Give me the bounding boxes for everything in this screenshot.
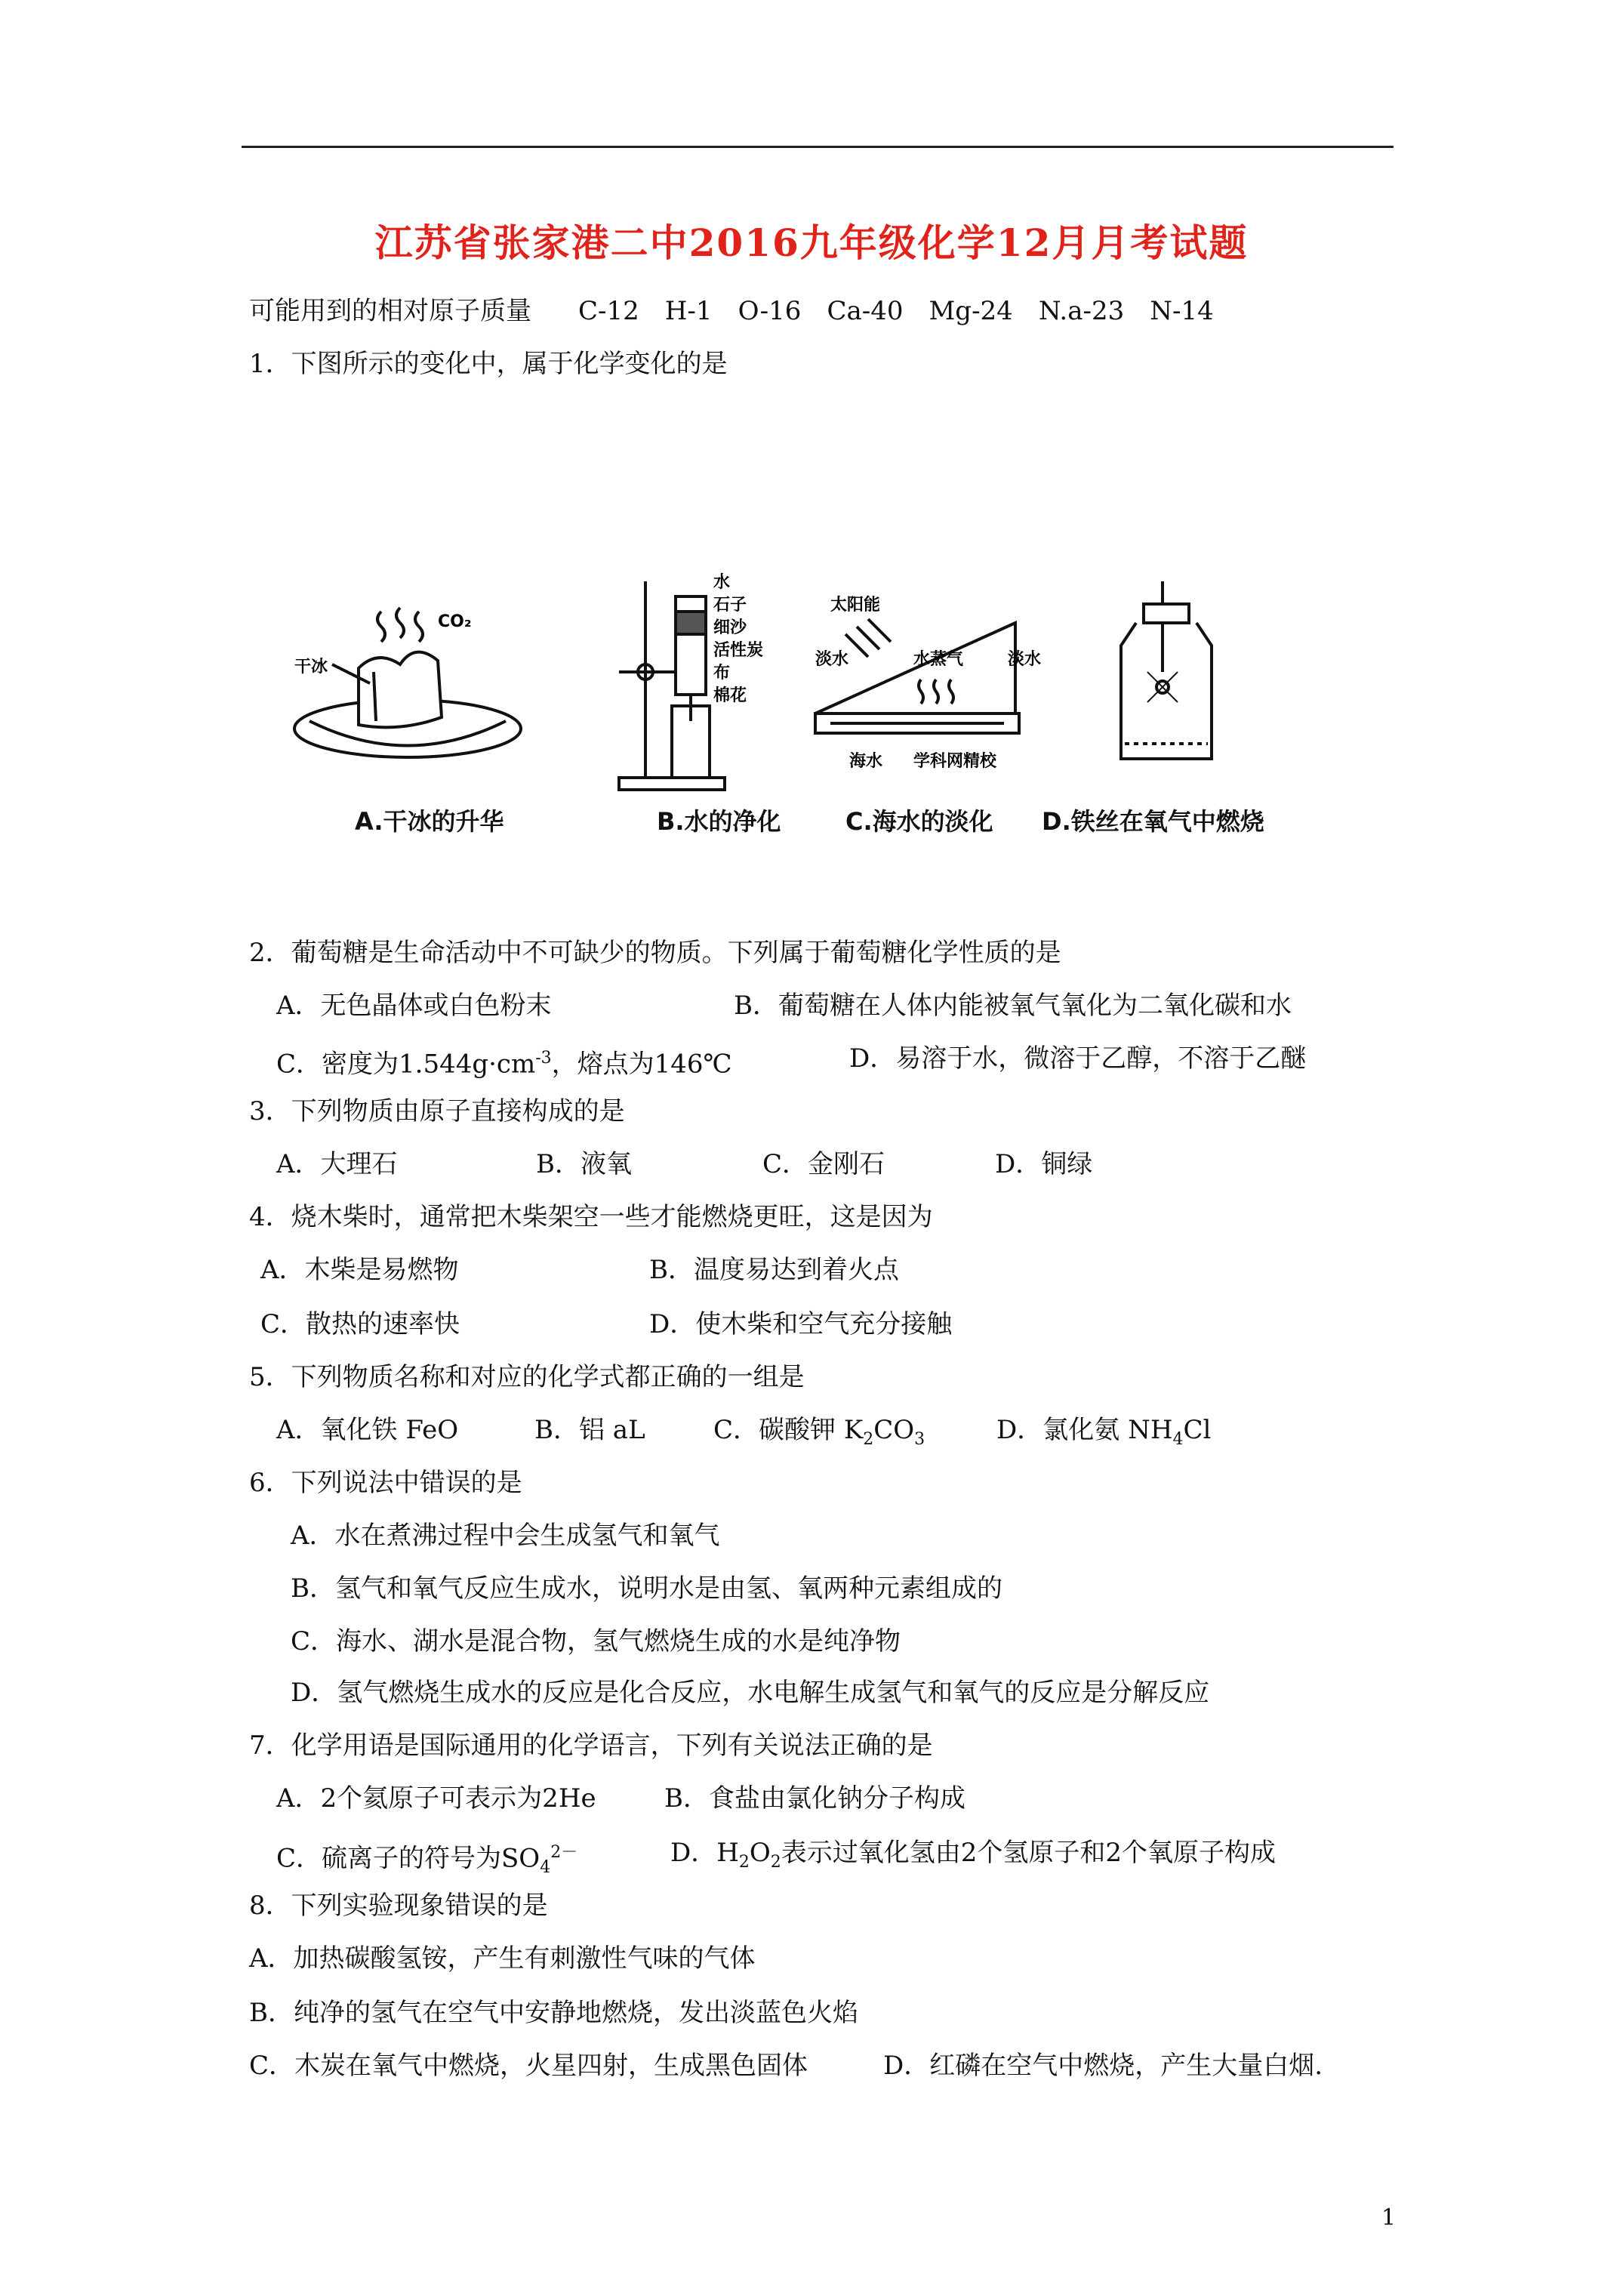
q5-c-text-2: CO — [873, 1415, 915, 1445]
q6-option-b: B．氢气和氧气反应生成水，说明水是由氢、氧两种元素组成的 — [291, 1573, 1002, 1604]
q7-c-text: C．硫离子的符号为SO — [276, 1843, 540, 1874]
header-rule — [242, 146, 1394, 148]
figure-caption-b: B.水的净化 — [657, 807, 781, 836]
q6-option-c: C．海水、湖水是混合物，氢气燃烧生成的水是纯净物 — [291, 1626, 901, 1657]
q6-stem: 6．下列说法中错误的是 — [249, 1468, 522, 1498]
q5-c-sub1: 2 — [863, 1429, 874, 1449]
page-number: 1 — [1381, 2205, 1397, 2231]
iron-wire-burning-illustration — [1121, 581, 1212, 759]
label-fresh-water-left: 淡水 — [815, 650, 849, 669]
atomic-mass-label: 可能用到的相对原子质量 — [249, 296, 531, 326]
figure-caption-d: D.铁丝在氧气中燃烧 — [1042, 807, 1264, 836]
q7-d-sub2: 2 — [770, 1852, 781, 1872]
q7-option-c — [276, 1836, 577, 1885]
q8-stem: 8．下列实验现象错误的是 — [249, 1891, 548, 1921]
q5-d-text-2: Cl — [1183, 1415, 1212, 1445]
q1-stem: 1．下图所示的变化中，属于化学变化的是 — [249, 349, 728, 379]
dry-ice-illustration — [294, 608, 521, 757]
label-dry-ice: 干冰 — [294, 658, 328, 676]
q7-d-text-2: O — [749, 1838, 771, 1868]
mass-item: N.a-23 — [1038, 296, 1125, 326]
mass-item: Mg-24 — [929, 296, 1013, 326]
q3-option-a: A．大理石 — [276, 1149, 398, 1179]
q4-option-c: C．散热的速率快 — [260, 1309, 460, 1339]
label-seawater: 海水 — [849, 752, 883, 771]
q4-stem: 4．烧木柴时，通常把木柴架空一些才能燃烧更旺，这是因为 — [249, 1202, 933, 1232]
q4-option-d: D．使木柴和空气充分接触 — [649, 1309, 953, 1339]
label-activated-carbon: 活性炭 — [713, 641, 764, 660]
q5-stem: 5．下列物质名称和对应的化学式都正确的一组是 — [249, 1362, 805, 1392]
label-fresh-water-right: 淡水 — [1008, 650, 1042, 669]
q3-option-b: B．液氧 — [536, 1149, 632, 1179]
q2-c-sup: -3 — [535, 1049, 552, 1068]
q7-option-a: A．2个氦原子可表示为2He — [276, 1783, 596, 1814]
q2-option-d: D．易溶于水，微溶于乙醇，不溶于乙醚 — [849, 1043, 1307, 1074]
q2-stem: 2．葡萄糖是生命活动中不可缺少的物质。下列属于葡萄糖化学性质的是 — [249, 938, 1061, 968]
page-title: 江苏省张家港二中2016九年级化学12月月考试题 — [374, 220, 1249, 265]
mass-item: Ca-40 — [827, 296, 904, 326]
q5-option-b: B．铝 aL — [534, 1415, 645, 1445]
q3-option-d: D．铜绿 — [995, 1149, 1093, 1179]
q8-option-a: A．加热碳酸氢铵，产生有刺激性气味的气体 — [249, 1943, 756, 1974]
q2-c-text-2: ，熔点为146℃ — [551, 1049, 732, 1080]
q7-c-sup: 2－ — [550, 1843, 578, 1862]
mass-item: O-16 — [738, 296, 802, 326]
figure-caption-a: A.干冰的升华 — [355, 807, 504, 836]
q3-option-c: C．金刚石 — [762, 1149, 885, 1179]
q8-option-d: D．红磷在空气中燃烧，产生大量白烟. — [883, 2051, 1323, 2081]
q7-option-b: B．食盐由氯化钠分子构成 — [664, 1783, 965, 1814]
q5-d-text: D．氯化氨 NH — [996, 1415, 1173, 1445]
q2-option-c — [276, 1042, 732, 1080]
label-cotton: 棉花 — [713, 686, 747, 705]
label-fine-sand: 细沙 — [713, 618, 747, 637]
q5-c-sub2: 3 — [914, 1429, 925, 1449]
label-cloth: 布 — [713, 664, 731, 683]
mass-item: N-14 — [1150, 296, 1214, 326]
q2-option-a: A．无色晶体或白色粉末 — [276, 991, 552, 1021]
q5-d-sub: 4 — [1172, 1429, 1184, 1449]
desalination-illustration — [815, 619, 1019, 733]
q3-stem: 3．下列物质由原子直接构成的是 — [249, 1096, 625, 1126]
label-watermark: 学科网精校 — [913, 752, 997, 771]
label-solar-energy: 太阳能 — [830, 596, 881, 615]
q2-c-text: C．密度为1.544g·cm — [276, 1049, 536, 1080]
q8-option-b: B．纯净的氢气在空气中安静地燃烧，发出淡蓝色火焰 — [249, 1998, 858, 2028]
q7-option-d — [670, 1836, 1276, 1879]
q6-option-a: A．水在煮沸过程中会生成氢气和氧气 — [291, 1521, 720, 1551]
q6-option-d: D．氢气燃烧生成水的反应是化合反应，水电解生成氢气和氧气的反应是分解反应 — [291, 1678, 1210, 1708]
label-water: 水 — [713, 573, 731, 592]
q7-stem: 7．化学用语是国际通用的化学语言，下列有关说法正确的是 — [249, 1730, 933, 1761]
atomic-mass-line — [249, 294, 1240, 328]
q5-option-c — [713, 1413, 925, 1456]
q7-c-sub: 4 — [540, 1858, 551, 1878]
q5-option-a: A．氧化铁 FeO — [276, 1415, 459, 1445]
q4-option-b: B．温度易达到着火点 — [649, 1255, 899, 1285]
q7-d-text: D．H — [670, 1838, 739, 1868]
mass-item: C-12 — [578, 296, 639, 326]
label-water-vapor: 水蒸气 — [913, 650, 964, 669]
label-stones: 石子 — [713, 596, 747, 615]
water-purifier-illustration — [619, 581, 725, 790]
label-co2: CO₂ — [438, 612, 472, 631]
q5-c-text: C．碳酸钾 K — [713, 1415, 864, 1445]
q2-option-b: B．葡萄糖在人体内能被氧气氧化为二氧化碳和水 — [734, 991, 1292, 1021]
q8-option-c: C．木炭在氧气中燃烧，火星四射，生成黑色固体 — [249, 2051, 808, 2081]
q7-d-sub1: 2 — [738, 1852, 750, 1872]
q7-d-text-3: 表示过氧化氢由2个氢原子和2个氧原子构成 — [781, 1838, 1277, 1868]
q4-option-a: A．木柴是易燃物 — [260, 1255, 459, 1285]
q5-option-d — [996, 1413, 1211, 1456]
figure-caption-c: C.海水的淡化 — [845, 807, 993, 836]
mass-item: H-1 — [664, 296, 713, 326]
